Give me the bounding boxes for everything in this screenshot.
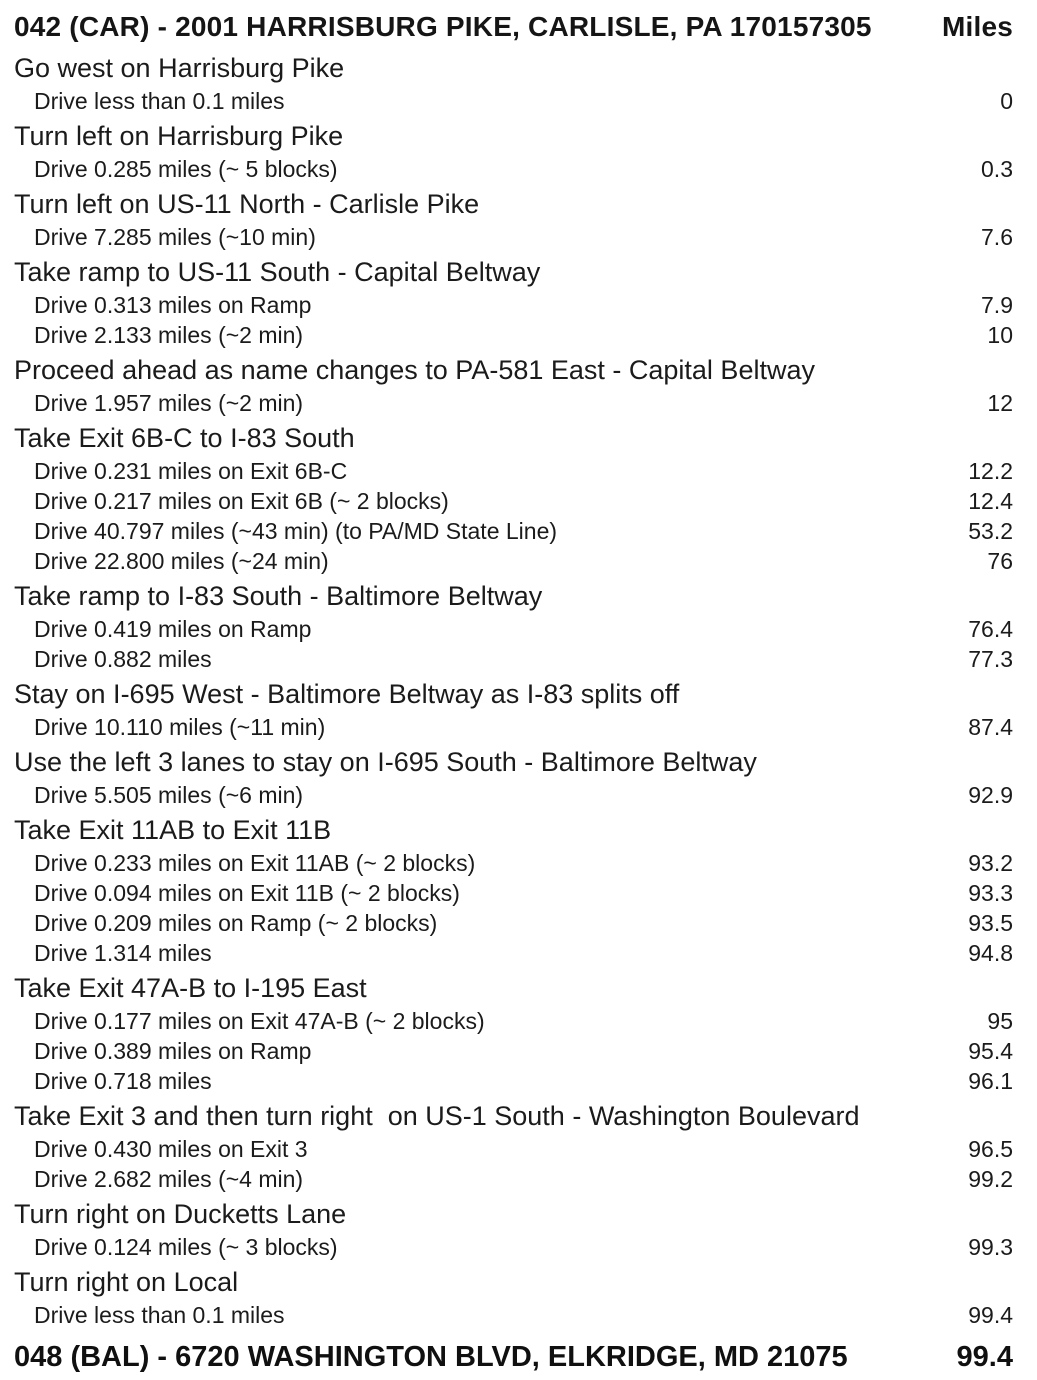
substep-text: Drive 0.389 miles on Ramp [34, 1038, 312, 1064]
step-instruction: Turn right on Local [14, 1267, 239, 1297]
substep-row [14, 1232, 1013, 1262]
step-instruction: Take Exit 11AB to Exit 11B [14, 815, 332, 845]
direction-step [14, 744, 1013, 810]
step-instruction: Turn left on US-11 North - Carlisle Pike [14, 189, 480, 219]
substep-text: Drive less than 0.1 miles [34, 88, 285, 114]
origin-route-title: 042 (CAR) - 2001 HARRISBURG PIKE, CARLISLE, PA 170157305 [14, 11, 872, 42]
directions-header [14, 6, 1013, 48]
substep-text: Drive 0.217 miles on Exit 6B (~ 2 blocks) [34, 488, 449, 514]
direction-step [14, 186, 1013, 252]
destination-row [14, 1334, 1013, 1380]
substep-text: Drive 0.233 miles on Exit 11AB (~ 2 blocks) [34, 850, 476, 876]
substep-cumulative-miles: 7.6 [981, 224, 1013, 250]
substep-text: Drive 1.957 miles (~2 min) [34, 390, 304, 416]
substep-row [14, 516, 1013, 546]
substep-text: Drive 40.797 miles (~43 min) (to PA/MD State Line) [34, 518, 558, 544]
direction-step [14, 50, 1013, 116]
substep-cumulative-miles: 0 [1000, 88, 1013, 114]
substep-cumulative-miles: 53.2 [968, 518, 1013, 544]
substep-text: Drive 0.177 miles on Exit 47A-B (~ 2 blocks) [34, 1008, 485, 1034]
substep-cumulative-miles: 12 [987, 390, 1013, 416]
substep-text: Drive 2.682 miles (~4 min) [34, 1166, 304, 1192]
substep-row [14, 1134, 1013, 1164]
substep-row [14, 848, 1013, 878]
step-instruction: Take ramp to US-11 South - Capital Beltway [14, 257, 541, 287]
substep-row [14, 456, 1013, 486]
substep-text: Drive 2.133 miles (~2 min) [34, 322, 304, 348]
substep-text: Drive 0.094 miles on Exit 11B (~ 2 blocks) [34, 880, 460, 906]
step-instruction: Use the left 3 lanes to stay on I-695 South - Baltimore Beltway [14, 747, 757, 777]
substep-row [14, 938, 1013, 968]
step-instruction: Go west on Harrisburg Pike [14, 53, 345, 83]
substep-row [14, 546, 1013, 576]
substep-cumulative-miles: 76 [987, 548, 1013, 574]
direction-step [14, 1264, 1013, 1330]
substep-row [14, 908, 1013, 938]
substep-text: Drive 5.505 miles (~6 min) [34, 782, 304, 808]
steps-list [14, 50, 1013, 1330]
substep-row [14, 878, 1013, 908]
substep-text: Drive 0.419 miles on Ramp [34, 616, 312, 642]
direction-step [14, 254, 1013, 350]
substep-cumulative-miles: 99.4 [968, 1302, 1013, 1328]
substep-text: Drive 7.285 miles (~10 min) [34, 224, 316, 250]
substep-cumulative-miles: 12.4 [968, 488, 1013, 514]
substep-row [14, 1066, 1013, 1096]
substep-cumulative-miles: 77.3 [968, 646, 1013, 672]
substep-text: Drive 0.313 miles on Ramp [34, 292, 312, 318]
step-instruction: Take Exit 47A-B to I-195 East [14, 973, 367, 1003]
substep-cumulative-miles: 96.1 [968, 1068, 1013, 1094]
direction-step [14, 1098, 1013, 1194]
substep-row [14, 712, 1013, 742]
substep-row [14, 644, 1013, 674]
substep-text: Drive 0.430 miles on Exit 3 [34, 1136, 308, 1162]
substep-row [14, 86, 1013, 116]
direction-step [14, 1196, 1013, 1262]
step-instruction: Take ramp to I-83 South - Baltimore Beltway [14, 581, 543, 611]
substep-text: Drive 0.882 miles [34, 646, 212, 672]
substep-text: Drive 0.124 miles (~ 3 blocks) [34, 1234, 338, 1260]
substep-row [14, 290, 1013, 320]
step-instruction: Take Exit 6B-C to I-83 South [14, 423, 355, 453]
step-instruction: Turn right on Ducketts Lane [14, 1199, 347, 1229]
substep-cumulative-miles: 0.3 [981, 156, 1013, 182]
substep-cumulative-miles: 99.3 [968, 1234, 1013, 1260]
step-instruction: Stay on I-695 West - Baltimore Beltway as I-83 splits off [14, 679, 680, 709]
substep-row [14, 388, 1013, 418]
substep-cumulative-miles: 87.4 [968, 714, 1013, 740]
substep-row [14, 780, 1013, 810]
substep-cumulative-miles: 10 [987, 322, 1013, 348]
direction-step [14, 578, 1013, 674]
substep-cumulative-miles: 99.2 [968, 1166, 1013, 1192]
substep-text: Drive 0.231 miles on Exit 6B-C [34, 458, 348, 484]
substep-cumulative-miles: 7.9 [981, 292, 1013, 318]
substep-row [14, 486, 1013, 516]
substep-text: Drive less than 0.1 miles [34, 1302, 285, 1328]
substep-text: Drive 22.800 miles (~24 min) [34, 548, 329, 574]
substep-row [14, 1036, 1013, 1066]
direction-step [14, 420, 1013, 576]
step-instruction: Proceed ahead as name changes to PA-581 East - Capital Beltway [14, 355, 815, 385]
substep-cumulative-miles: 93.3 [968, 880, 1013, 906]
substep-cumulative-miles: 76.4 [968, 616, 1013, 642]
substep-cumulative-miles: 96.5 [968, 1136, 1013, 1162]
substep-text: Drive 0.718 miles [34, 1068, 212, 1094]
direction-step [14, 812, 1013, 968]
substep-text: Drive 10.110 miles (~11 min) [34, 714, 326, 740]
substep-cumulative-miles: 93.2 [968, 850, 1013, 876]
miles-column-header: Miles [941, 11, 1013, 42]
substep-text: Drive 1.314 miles [34, 940, 212, 966]
substep-cumulative-miles: 95 [987, 1008, 1013, 1034]
direction-step [14, 118, 1013, 184]
destination-route-title: 048 (BAL) - 6720 WASHINGTON BLVD, ELKRIDGE, MD 21075 [14, 1341, 848, 1373]
direction-step [14, 970, 1013, 1096]
step-instruction: Turn left on Harrisburg Pike [14, 121, 344, 151]
substep-cumulative-miles: 93.5 [968, 910, 1013, 936]
substep-row [14, 1300, 1013, 1330]
substep-row [14, 1006, 1013, 1036]
substep-row [14, 614, 1013, 644]
substep-cumulative-miles: 12.2 [968, 458, 1013, 484]
substep-row [14, 222, 1013, 252]
substep-text: Drive 0.285 miles (~ 5 blocks) [34, 156, 338, 182]
substep-cumulative-miles: 92.9 [968, 782, 1013, 808]
direction-step [14, 676, 1013, 742]
step-instruction: Take Exit 3 and then turn right on US-1 South - Washington Boulevard [14, 1101, 860, 1131]
destination-total-miles: 99.4 [956, 1341, 1013, 1373]
substep-cumulative-miles: 94.8 [968, 940, 1013, 966]
substep-text: Drive 0.209 miles on Ramp (~ 2 blocks) [34, 910, 438, 936]
direction-step [14, 352, 1013, 418]
substep-cumulative-miles: 95.4 [968, 1038, 1013, 1064]
substep-row [14, 1164, 1013, 1194]
substep-row [14, 154, 1013, 184]
substep-row [14, 320, 1013, 350]
